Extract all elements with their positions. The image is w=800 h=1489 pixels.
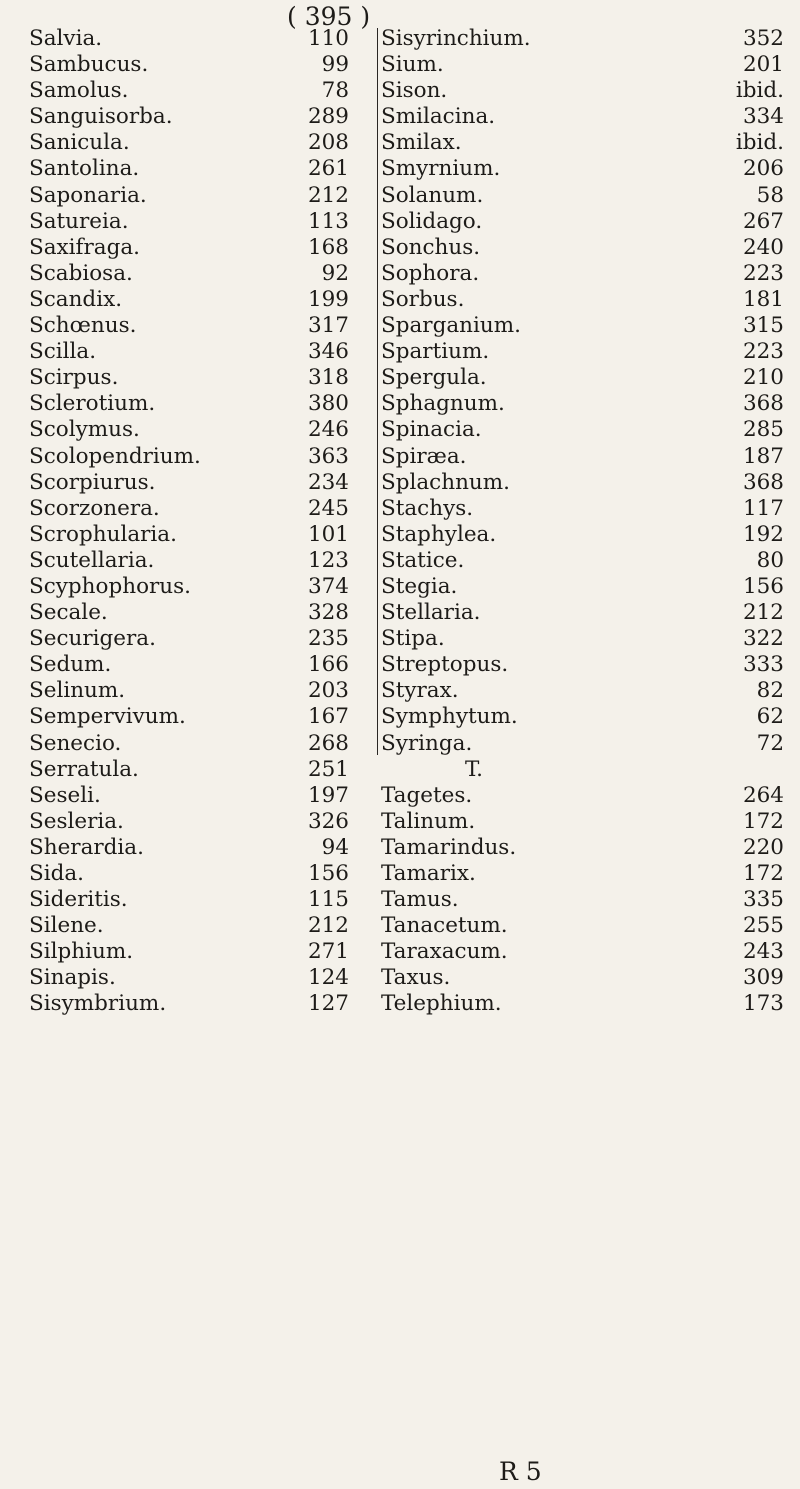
index-entry: [379, 991, 784, 1017]
index-entry: [29, 522, 349, 548]
genus-name: Scabiosa.: [29, 260, 133, 286]
page-reference: 317: [307, 313, 349, 339]
page-reference: ibid.: [735, 78, 784, 104]
genus-name: Stegia.: [381, 573, 458, 599]
page-reference: 115: [307, 887, 349, 913]
index-entry: [29, 991, 349, 1017]
page-reference: 72: [756, 730, 784, 756]
page-reference: 363: [307, 443, 349, 469]
page-reference: 261: [307, 156, 349, 182]
index-entry: [379, 547, 784, 574]
genus-name: Senecio.: [29, 730, 122, 756]
genus-name: Scorpiurus.: [29, 469, 156, 495]
index-entry: [379, 208, 784, 235]
page-reference: 380: [307, 391, 349, 417]
index-entry: [29, 704, 349, 730]
genus-name: Schœnus.: [29, 313, 137, 339]
index-entry: [29, 470, 349, 496]
page-reference: 168: [307, 234, 349, 260]
page-reference: 206: [742, 156, 784, 182]
page-reference: 251: [307, 756, 349, 782]
index-entry: [379, 469, 784, 496]
page-reference: 333: [742, 652, 784, 678]
genus-name: Saponaria.: [29, 182, 147, 208]
index-entry: [29, 287, 349, 313]
index-entry: [29, 783, 349, 809]
genus-name: Seseli.: [29, 782, 101, 808]
page-reference: 201: [742, 52, 784, 78]
page-reference: 368: [742, 469, 784, 495]
index-entry: [379, 78, 784, 104]
index-entry: [29, 156, 349, 182]
page-reference: 235: [307, 626, 349, 652]
page-reference: 271: [307, 939, 349, 965]
index-entry: [29, 574, 349, 600]
genus-name: Tanacetum.: [381, 913, 508, 939]
page-reference: 197: [307, 782, 349, 808]
genus-name: Sida.: [29, 861, 85, 886]
index-entry: [379, 626, 784, 652]
index-entry: [29, 183, 349, 209]
page-reference: 113: [307, 208, 349, 234]
index-entry: [29, 835, 349, 861]
genus-name: Scandix.: [29, 286, 123, 312]
index-entry: [379, 391, 784, 417]
page-reference: 352: [742, 26, 784, 51]
genus-name: Spergula.: [381, 365, 487, 391]
genus-name: Staphylea.: [381, 521, 497, 547]
page-reference: 127: [307, 991, 349, 1017]
genus-name: Telephium.: [381, 991, 502, 1017]
index-entry: [29, 600, 349, 626]
index-entry: [379, 600, 784, 626]
index-entry: [379, 808, 784, 835]
genus-name: Sideritis.: [29, 887, 128, 913]
index-entry: [29, 313, 349, 339]
genus-name: Sanicula.: [29, 130, 130, 156]
genus-name: Stipa.: [381, 626, 445, 652]
page-reference: 212: [307, 913, 349, 939]
genus-name: Symphytum.: [381, 704, 518, 730]
index-entry: [379, 521, 784, 548]
index-entry: [379, 861, 784, 887]
page-reference: 318: [307, 365, 349, 391]
index-entry: [29, 130, 349, 156]
index-entry: [379, 234, 784, 261]
genus-name: Scirpus.: [29, 365, 119, 391]
genus-name: Sesleria.: [29, 808, 124, 834]
genus-name: Sclerotium.: [29, 391, 156, 417]
genus-name: Sanguisorba.: [29, 104, 173, 130]
page-reference: 326: [307, 808, 349, 834]
index-entry: [379, 260, 784, 287]
page-reference: 172: [742, 808, 784, 834]
genus-name: Spartium.: [381, 339, 490, 365]
index-entry: [29, 26, 349, 52]
genus-name: Solidago.: [381, 208, 483, 234]
genus-name: Sophora.: [381, 260, 480, 286]
index-entry: [379, 730, 784, 757]
index-entry: [29, 496, 349, 522]
index-entry: [379, 678, 784, 704]
page-reference: 240: [742, 234, 784, 260]
genus-name: Taxus.: [381, 965, 451, 991]
genus-name: Silene.: [29, 913, 104, 939]
page-reference: 110: [307, 26, 349, 51]
page-reference: 78: [321, 78, 349, 104]
page-reference: 220: [742, 834, 784, 860]
genus-name: Scrophularia.: [29, 521, 177, 547]
page-reference: 58: [756, 182, 784, 208]
index-entry: [29, 913, 349, 939]
index-entry: [379, 782, 784, 809]
genus-name: Saxifraga.: [29, 234, 141, 260]
index-entry: [29, 339, 349, 365]
genus-name: Sambucus.: [29, 52, 149, 78]
index-entry: [29, 104, 349, 130]
page-reference: 166: [307, 652, 349, 678]
index-entry: [379, 495, 784, 522]
genus-name: Sorbus.: [381, 286, 465, 312]
page-reference: 223: [742, 339, 784, 365]
index-entry: [29, 365, 349, 391]
index-entry: [29, 939, 349, 965]
genus-name: Statice.: [381, 547, 465, 573]
page-reference: 181: [742, 286, 784, 312]
genus-name: Sisymbrium.: [29, 991, 167, 1017]
page-reference: 264: [742, 782, 784, 808]
genus-name: Sisyrinchium.: [381, 26, 531, 51]
genus-name: Sium.: [381, 52, 444, 78]
page-reference: 210: [742, 365, 784, 391]
page-reference: 212: [307, 182, 349, 208]
page-reference: 92: [321, 260, 349, 286]
index-entry: [29, 261, 349, 287]
genus-name: Sempervivum.: [29, 704, 186, 730]
index-entry: [29, 757, 349, 783]
genus-name: Salvia.: [29, 26, 103, 51]
genus-name: Spiræa.: [381, 443, 467, 469]
index-entry: [379, 965, 784, 991]
page-reference: 334: [742, 104, 784, 130]
page-reference: 124: [307, 965, 349, 991]
genus-name: Stellaria.: [381, 600, 481, 626]
genus-name: Scyphophorus.: [29, 573, 192, 599]
index-right-column: [379, 26, 784, 1018]
genus-name: Tagetes.: [381, 782, 473, 808]
genus-name: Smyrnium.: [381, 156, 501, 182]
index-entry: [29, 444, 349, 470]
genus-name: Scutellaria.: [29, 547, 155, 573]
page-reference: 328: [307, 600, 349, 626]
page-reference: 245: [307, 495, 349, 521]
genus-name: Styrax.: [381, 678, 459, 704]
genus-name: Securigera.: [29, 626, 156, 652]
page-reference: 267: [742, 208, 784, 234]
index-entry: [379, 365, 784, 391]
index-entry: [379, 573, 784, 600]
index-entry: [379, 443, 784, 470]
page-reference: 82: [756, 678, 784, 704]
genus-name: Serratula.: [29, 756, 139, 782]
index-entry: [29, 548, 349, 574]
genus-name: Syringa.: [381, 730, 473, 756]
page-reference: 156: [742, 573, 784, 599]
index-entry: [379, 156, 784, 182]
page-reference: 223: [742, 260, 784, 286]
page-reference: 246: [307, 417, 349, 443]
index-entry: [379, 704, 784, 730]
page-reference: 156: [307, 861, 349, 886]
index-entry: [379, 417, 784, 443]
page-reference: 315: [742, 313, 784, 339]
genus-name: Tamarindus.: [381, 834, 517, 860]
signature-text: R 5: [499, 1457, 542, 1486]
index-entry: [379, 104, 784, 130]
page-reference: 99: [321, 52, 349, 78]
page-reference: 117: [742, 495, 784, 521]
genus-name: Sphagnum.: [381, 391, 505, 417]
index-entry: [29, 52, 349, 78]
genus-name: Secale.: [29, 600, 108, 626]
index-entry: [29, 391, 349, 417]
genus-name: Smilacina.: [381, 104, 496, 130]
index-entry: [29, 209, 349, 235]
genus-name: Scolopendrium.: [29, 443, 201, 469]
genus-name: Sparganium.: [381, 313, 521, 339]
page-reference: ibid.: [735, 130, 784, 156]
genus-name: Selinum.: [29, 678, 126, 704]
page-reference: 62: [756, 704, 784, 730]
genus-name: Stachys.: [381, 495, 474, 521]
index-entry: [379, 339, 784, 365]
index-entry: [379, 652, 784, 678]
genus-name: Sison.: [381, 78, 448, 104]
index-entry: [29, 626, 349, 652]
section-heading: [379, 757, 719, 783]
column-divider: [377, 28, 378, 755]
section-letter: T.: [464, 756, 483, 782]
page-reference: 243: [742, 939, 784, 965]
page-number: ( 395 ): [287, 2, 371, 31]
index-entry: [29, 861, 349, 887]
genus-name: Solanum.: [381, 182, 484, 208]
index-entry: [379, 313, 784, 339]
page-reference: 203: [307, 678, 349, 704]
index-entry: [379, 887, 784, 913]
genus-name: Splachnum.: [381, 469, 510, 495]
genus-name: Tamus.: [381, 887, 459, 913]
index-entry: [379, 913, 784, 939]
genus-name: Tamarix.: [381, 861, 476, 886]
page-reference: 346: [307, 339, 349, 365]
genus-name: Spinacia.: [381, 417, 482, 443]
genus-name: Talinum.: [381, 808, 476, 834]
genus-name: Scorzonera.: [29, 495, 160, 521]
page-reference: 94: [321, 834, 349, 860]
index-entry: [29, 78, 349, 104]
page-reference: 255: [742, 913, 784, 939]
index-entry: [379, 130, 784, 156]
index-entry: [379, 834, 784, 861]
index-entry: [29, 887, 349, 913]
page-reference: 192: [742, 521, 784, 547]
page-reference: 335: [742, 887, 784, 913]
page-reference: 172: [742, 861, 784, 886]
page-reference: 212: [742, 600, 784, 626]
page-reference: 289: [307, 104, 349, 130]
genus-name: Taraxacum.: [381, 939, 508, 965]
page-reference: 208: [307, 130, 349, 156]
index-entry: [379, 26, 784, 52]
genus-name: Sherardia.: [29, 834, 144, 860]
index-entry: [29, 965, 349, 991]
index-entry: [379, 182, 784, 209]
index-entry: [29, 809, 349, 835]
index-entry: [29, 235, 349, 261]
page-reference: 285: [742, 417, 784, 443]
genus-name: Sedum.: [29, 652, 112, 678]
genus-name: Sinapis.: [29, 965, 116, 991]
genus-name: Streptopus.: [381, 652, 509, 678]
page-reference: 268: [307, 730, 349, 756]
index-entry: [379, 286, 784, 313]
page-reference: 187: [742, 443, 784, 469]
index-left-column: [29, 26, 349, 1018]
page-reference: 199: [307, 286, 349, 312]
page-reference: 309: [742, 965, 784, 991]
index-entry: [29, 652, 349, 678]
page-reference: 234: [307, 469, 349, 495]
page-reference: 123: [307, 547, 349, 573]
genus-name: Samolus.: [29, 78, 129, 104]
page-reference: 80: [756, 547, 784, 573]
genus-name: Sonchus.: [381, 234, 481, 260]
index-entry: [379, 52, 784, 78]
genus-name: Santolina.: [29, 156, 140, 182]
page-reference: 368: [742, 391, 784, 417]
page-reference: 167: [307, 704, 349, 730]
page-reference: 374: [307, 573, 349, 599]
index-entry: [29, 678, 349, 704]
page-reference: 101: [307, 521, 349, 547]
page-reference: 173: [742, 991, 784, 1017]
index-entry: [29, 417, 349, 443]
index-entry: [29, 731, 349, 757]
genus-name: Smilax.: [381, 130, 462, 156]
genus-name: Satureia.: [29, 208, 129, 234]
genus-name: Scolymus.: [29, 417, 140, 443]
genus-name: Silphium.: [29, 939, 134, 965]
genus-name: Scilla.: [29, 339, 97, 365]
page-reference: 322: [742, 626, 784, 652]
index-entry: [379, 939, 784, 965]
